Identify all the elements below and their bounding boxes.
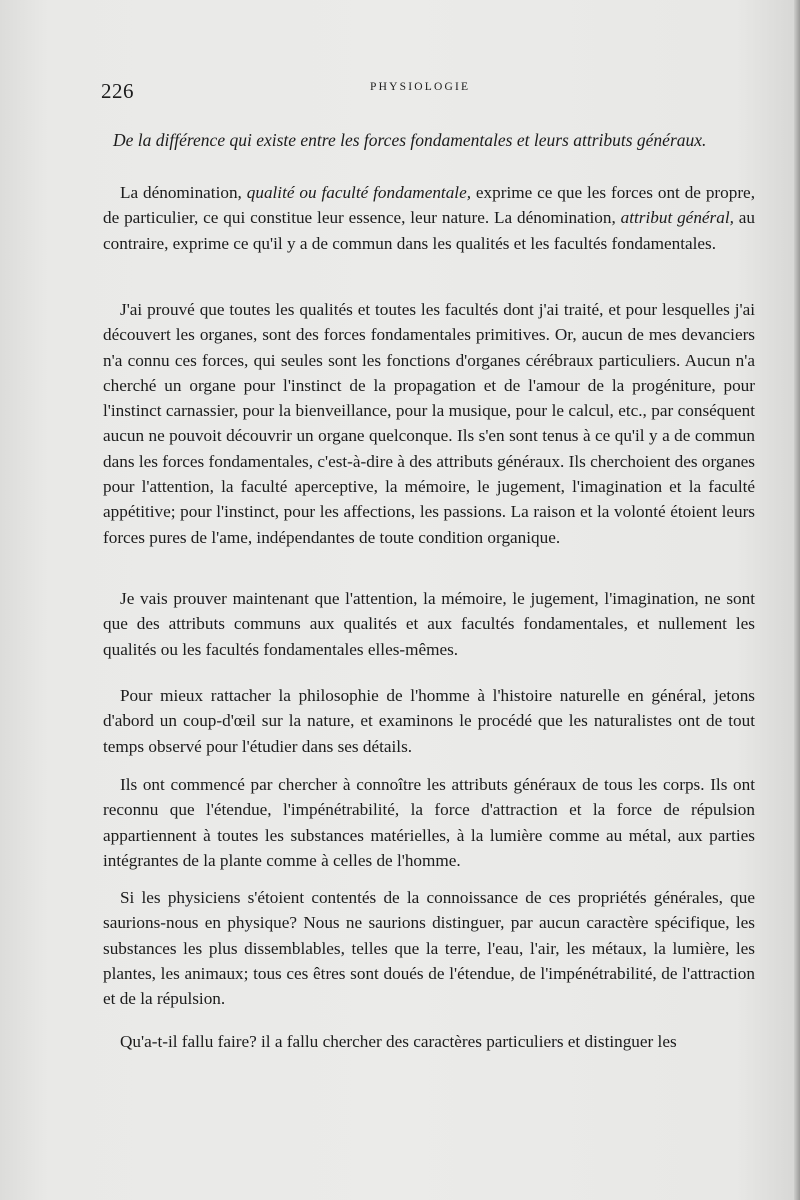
paragraph-5: Ils ont commencé par chercher à connoître les attributs généraux de tous les corps. Ils ont reconnu que l'étendue, l'impénétrabilité, la force d'attraction et la force de répulsion appartiennent à toutes les substances matérielles, à la lumière comme au métal, aux parties intégrantes de la plante comme à celles de l'homme. — [103, 775, 755, 870]
p1-text-a: La dénomination, — [120, 183, 247, 202]
paragraph-4: Pour mieux rattacher la philosophie de l'homme à l'histoire naturelle en général, jetons d'abord un coup-d'œil sur la nature, et examinons le procédé que les naturalistes ont de tout temps observé pour l'étudier dans ses détails. — [103, 686, 755, 756]
section-title: De la différence qui existe entre les forces fondamentales et leurs attributs généraux. — [113, 130, 707, 150]
paragraph-3: Je vais prouver maintenant que l'attention, la mémoire, le jugement, l'imagination, ne sont que des attributs communs aux qualités et aux facultés fondamentales, et nullement les qualités ou les facultés fondamentales elles-mêmes. — [103, 589, 755, 659]
p1-term-qualite: qualité ou faculté fondamentale, — [246, 183, 471, 202]
paragraph-6: Si les physiciens s'étoient contentés de la connoissance de ces propriétés générales, que saurions-nous en physique? Nous ne saurions distinguer, par aucun caractère spécifique, les substances les plus dissemblables, telles que la terre, l'eau, l'air, les métaux, la lumière, les plantes, les animaux; tous ces êtres sont doués de l'étendue, de l'impénétrabilité, de l'attraction et de la répulsion. — [103, 888, 755, 1009]
page-edge-shadow — [794, 0, 800, 1200]
p1-text-b: exprime ce que les forces ont de propre, de particulier, ce qui constitue leur essence, leur nature. La dénomination, — [103, 183, 755, 228]
running-head: PHYSIOLOGIE — [370, 81, 471, 93]
p1-term-attribut: attribut général, — [620, 208, 734, 228]
page-number: 226 — [101, 79, 134, 103]
paragraph-1 — [103, 180, 755, 256]
p1-text-c: au contraire, exprime ce qu'il y a de commun dans les qualités et les facultés fondamentales. — [103, 208, 755, 253]
paragraph-7: Qu'a-t-il fallu faire? il a fallu chercher des caractères particuliers et distinguer les — [120, 1032, 677, 1051]
paragraph-2: J'ai prouvé que toutes les qualités et toutes les facultés dont j'ai traité, et pour lesquelles j'ai découvert les organes, sont des forces fondamentales primitives. Or, aucun de mes devanciers n'a connu ces forces, qui seules sont les fonctions d'organes cérébraux particuliers. Aucun n'a cherché un organe pour l'instinct de la propagation et de l'amour de la progéniture, pour l'instinct carnassier, pour la bienveillance, pour la musique, pour le calcul, etc., par conséquent aucun ne pouvoit découvrir un organe quelconque. Ils s'en sont tenus à ce qu'il y a de commun dans les forces fondamentales, c'est-à-dire à des attributs généraux. Ils cherchoient des organes pour l'attention, la faculté aperceptive, la mémoire, le jugement, l'imagination et la faculté appétitive; pour l'instinct, pour les affections, les passions. La raison et la volonté étoient leurs forces pures de l'ame, indépendantes de toute condition organique. — [103, 300, 755, 547]
